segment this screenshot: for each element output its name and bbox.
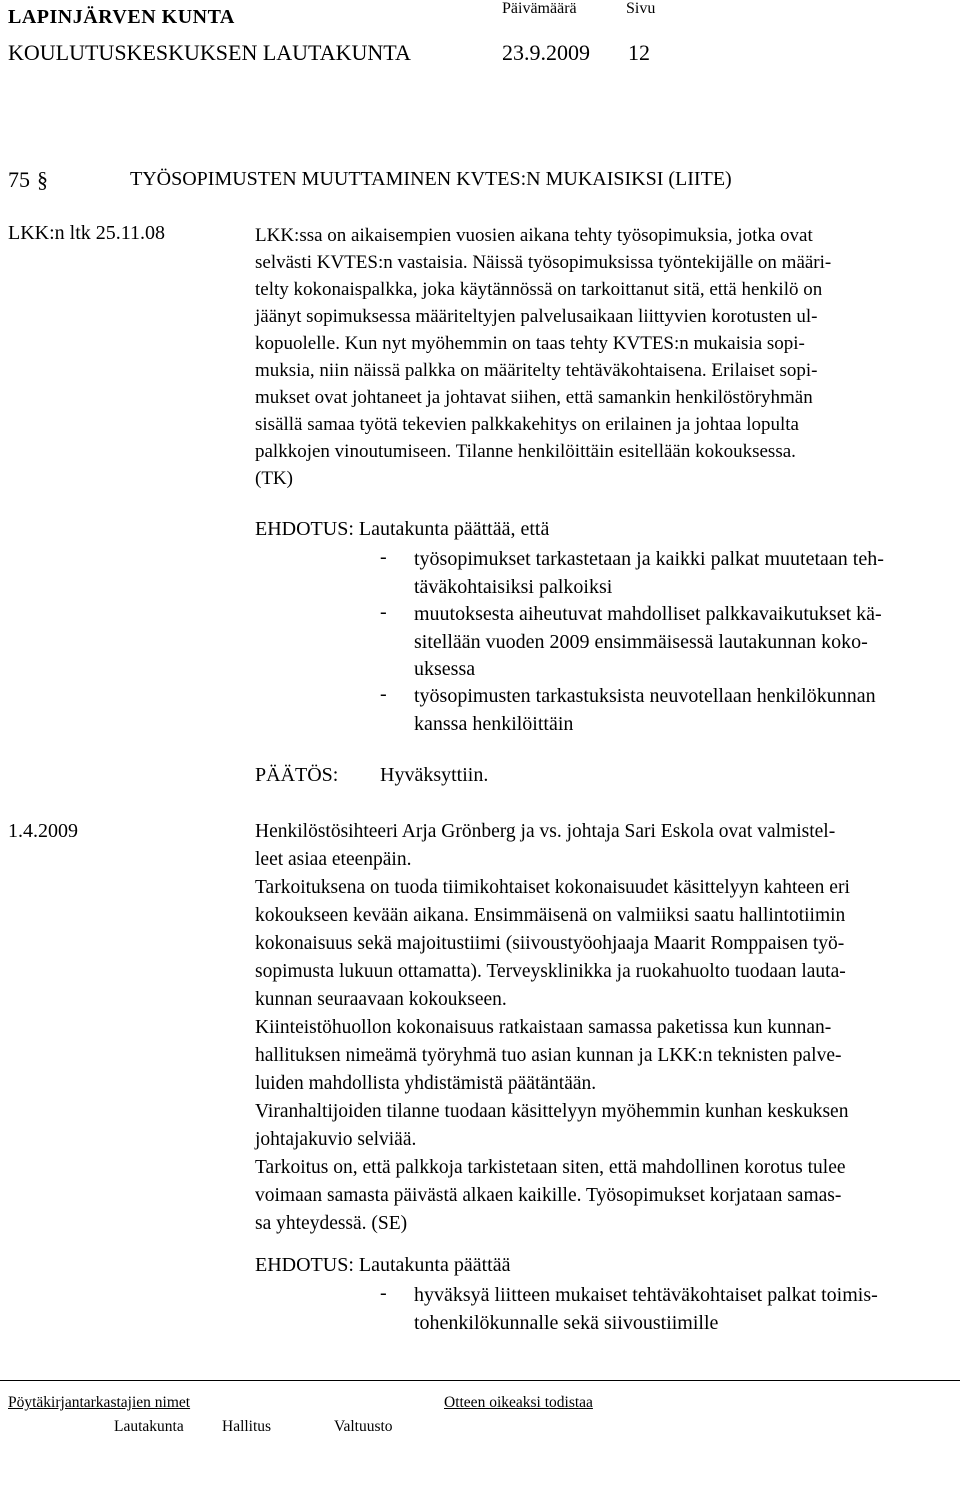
decision-value: Hyväksyttiin. [380, 764, 489, 786]
proposal-item [414, 683, 876, 738]
list-dash: - [380, 1282, 387, 1304]
org-name: LAPINJÄRVEN KUNTA [8, 6, 235, 28]
text-line: mukset ovat johtaneet ja johtavat siihen, että samankin henkilöstöryhmän [255, 387, 813, 408]
proposal-intro-first: EHDOTUS: Lautakunta päättää, että [255, 518, 550, 540]
text-line: Henkilöstösihteeri Arja Grönberg ja vs. johtaja Sari Eskola ovat valmistel- [255, 821, 836, 842]
text-line: sa yhteydessä. (SE) [255, 1213, 408, 1234]
section-symbol: § [37, 167, 48, 192]
section-title: TYÖSOPIMUSTEN MUUTTAMINEN KVTES:N MUKAISIKSI (LIITE) [130, 168, 732, 190]
text-line: leet asiaa eteenpäin. [255, 849, 412, 870]
text-line: (TK) [255, 468, 293, 489]
text-line: kopuolelle. Kun nyt myöhemmin on taas tehty KVTES:n mukaisia sopi- [255, 333, 805, 354]
page-label: Sivu [626, 0, 656, 17]
body-paragraph-second [255, 818, 850, 1238]
decision-label: PÄÄTÖS: [255, 764, 339, 786]
proposal-item [414, 601, 882, 684]
text-line: tohenkilökunnalle sekä siivoustiimille [414, 1311, 719, 1334]
text-line: selvästi KVTES:n vastaisia. Näissä työsopimuksissa työntekijälle on määri- [255, 252, 832, 273]
text-line: kokonaisuus sekä majoitustiimi (siivoustyöohjaaja Maarit Romppaisen työ- [255, 933, 845, 954]
date-label: Päivämäärä [502, 0, 577, 17]
text-line: kanssa henkilöittäin [414, 712, 574, 735]
list-dash: - [380, 683, 387, 705]
list-dash: - [380, 601, 387, 623]
text-line: jäänyt sopimuksessa määriteltyjen palvelusaikaan liittyvien korotusten ul- [255, 306, 818, 327]
text-line: Tarkoitus on, että palkkoja tarkistetaan siten, että mahdollinen korotus tulee [255, 1157, 846, 1178]
text-line: voimaan samasta päivästä alkaen kaikille. Työsopimukset korjataan samas- [255, 1185, 842, 1206]
section-number: 75 [8, 167, 30, 192]
text-line: työsopimusten tarkastuksista neuvotellaan henkilökunnan [414, 685, 876, 707]
proposal-item [414, 546, 884, 601]
reference-date-first: LKK:n ltk 25.11.08 [8, 222, 166, 244]
text-line: johtajakuvio selviää. [255, 1129, 417, 1150]
page-number: 12 [628, 40, 650, 65]
footer-body-hallitus: Hallitus [222, 1418, 272, 1435]
text-line: muksia, niin näissä palkka on määritelty tehtäväkohtaisena. Erilaiset sopi- [255, 360, 818, 381]
checkers-label: Pöytäkirjantarkastajien nimet [8, 1394, 191, 1411]
text-line: kokoukseen kevään aikana. Ensimmäisenä on valmiiksi saatu hallintotiimin [255, 905, 846, 926]
text-line: sisällä samaa työtä tekevien palkkakehitys on erilainen ja johtaa lopulta [255, 414, 799, 435]
proposal-item [414, 1282, 878, 1337]
footer-body-lautakunta: Lautakunta [114, 1418, 184, 1435]
text-line: Kiinteistöhuollon kokonaisuus ratkaistaan samassa paketissa kun kunnan- [255, 1017, 832, 1038]
copy-certification-label: Otteen oikeaksi todistaa [444, 1394, 593, 1411]
reference-date-second: 1.4.2009 [8, 820, 78, 842]
text-line: uksessa [414, 658, 476, 680]
text-line: palkkojen vinoutumiseen. Tilanne henkilöittäin esitellään kokouksessa. [255, 441, 796, 462]
footer-body-valtuusto: Valtuusto [334, 1418, 393, 1435]
text-line: kunnan seuraavaan kokoukseen. [255, 989, 507, 1010]
text-line: sopimusta lukuun ottamatta). Terveysklinikka ja ruokahuolto tuodaan lauta- [255, 961, 846, 982]
text-line: Viranhaltijoiden tilanne tuodaan käsittelyyn myöhemmin kunhan keskuksen [255, 1101, 849, 1122]
text-line: työsopimukset tarkastetaan ja kaikki palkat muutetaan teh- [414, 548, 884, 570]
list-dash: - [380, 546, 387, 568]
text-line: Tarkoituksena on tuoda tiimikohtaiset kokonaisuudet käsittelyyn kahteen eri [255, 877, 850, 898]
text-line: muutoksesta aiheutuvat mahdolliset palkkavaikutukset kä- [414, 603, 882, 625]
text-line: telty kokonaispalkka, joka käytännössä on tarkoittanut sitä, että henkilö on [255, 279, 823, 300]
committee-name: KOULUTUSKESKUKSEN LAUTAKUNTA [8, 40, 411, 65]
meeting-date: 23.9.2009 [502, 40, 590, 65]
text-line: täväkohtaisiksi palkoiksi [414, 575, 613, 598]
text-line: LKK:ssa on aikaisempien vuosien aikana tehty työsopimuksia, jotka ovat [255, 225, 813, 246]
text-line: hallituksen nimeämä työryhmä tuo asian kunnan ja LKK:n teknisten palve- [255, 1045, 842, 1066]
text-line: sitellään vuoden 2009 ensimmäisessä lautakunnan koko- [414, 630, 868, 653]
footer-divider [0, 1380, 960, 1381]
text-line: hyväksyä liitteen mukaiset tehtäväkohtaiset palkat toimis- [414, 1284, 878, 1306]
body-paragraph-first [255, 222, 831, 492]
text-line: luiden mahdollista yhdistämistä päätäntään. [255, 1073, 597, 1094]
proposal-intro-second: EHDOTUS: Lautakunta päättää [255, 1254, 511, 1276]
